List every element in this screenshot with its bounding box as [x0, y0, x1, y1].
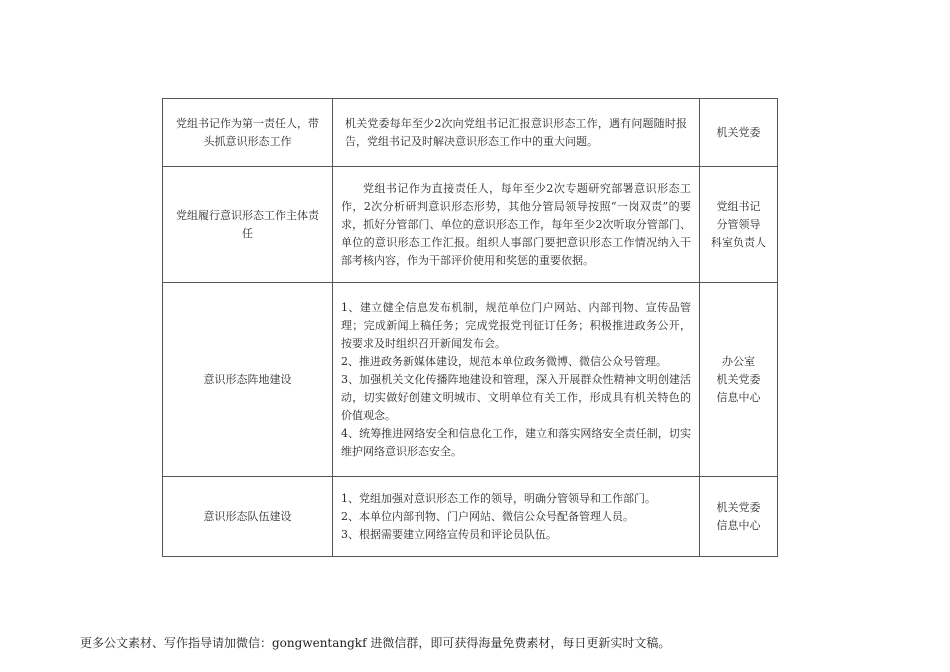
responsibility-table	[162, 98, 778, 557]
content-cell: 1、建立健全信息发布机制，规范单位门户网站、内部刊物、宣传品管理；完成新闻上稿任务；完成党报党刊征订任务；积极推进政务公开，按要求及时组织召开新闻发布会。 2、推进政务新媒体建设，规范本单位政务微博、微信公众号管理。 3、加强机关文化传播阵地建设和管理，深入开展群众性精神文明创建活动，切实做好创建文明城市、文明单位有关工作，形成具有机关特色的价值观念。 4、统筹推进网络安全和信息化工作，建立和落实网络安全责任制，切实维护网络意识形态安全。	[333, 283, 700, 477]
footer-note: 更多公文素材、写作指导请加微信：gongwentangkf 进微信群，即可获得海量免费素材，每日更新实时文稿。	[80, 636, 671, 650]
owner-cell: 机关党委	[700, 99, 778, 167]
content-cell: 1、党组加强对意识形态工作的领导，明确分管领导和工作部门。 2、本单位内部刊物、门户网站、微信公众号配备管理人员。 3、根据需要建立网络宣传员和评论员队伍。	[333, 477, 700, 557]
content-cell: 机关党委每年至少2次向党组书记汇报意识形态工作，遇有问题随时报告，党组书记及时解决意识形态工作中的重大问题。	[333, 99, 700, 167]
item-cell: 意识形态阵地建设	[163, 283, 333, 477]
owner-cell: 机关党委 信息中心	[700, 477, 778, 557]
item-cell: 党组书记作为第一责任人，带头抓意识形态工作	[163, 99, 333, 167]
table-row	[163, 477, 778, 557]
content-cell: 党组书记作为直接责任人，每年至少2次专题研究部署意识形态工作，2次分析研判意识形态形势，其他分管局领导按照“一岗双责”的要求，抓好分管部门、单位的意识形态工作，每年至少2次听取分管部门、单位的意识形态工作汇报。组织人事部门要把意识形态工作情况纳入干部考核内容，作为干部评价使用和奖惩的重要依据。	[333, 167, 700, 283]
owner-cell: 党组书记 分管领导 科室负责人	[700, 167, 778, 283]
item-cell: 党组履行意识形态工作主体责任	[163, 167, 333, 283]
table-row	[163, 167, 778, 283]
item-cell: 意识形态队伍建设	[163, 477, 333, 557]
owner-cell: 办公室 机关党委 信息中心	[700, 283, 778, 477]
table-row	[163, 99, 778, 167]
table-row	[163, 283, 778, 477]
